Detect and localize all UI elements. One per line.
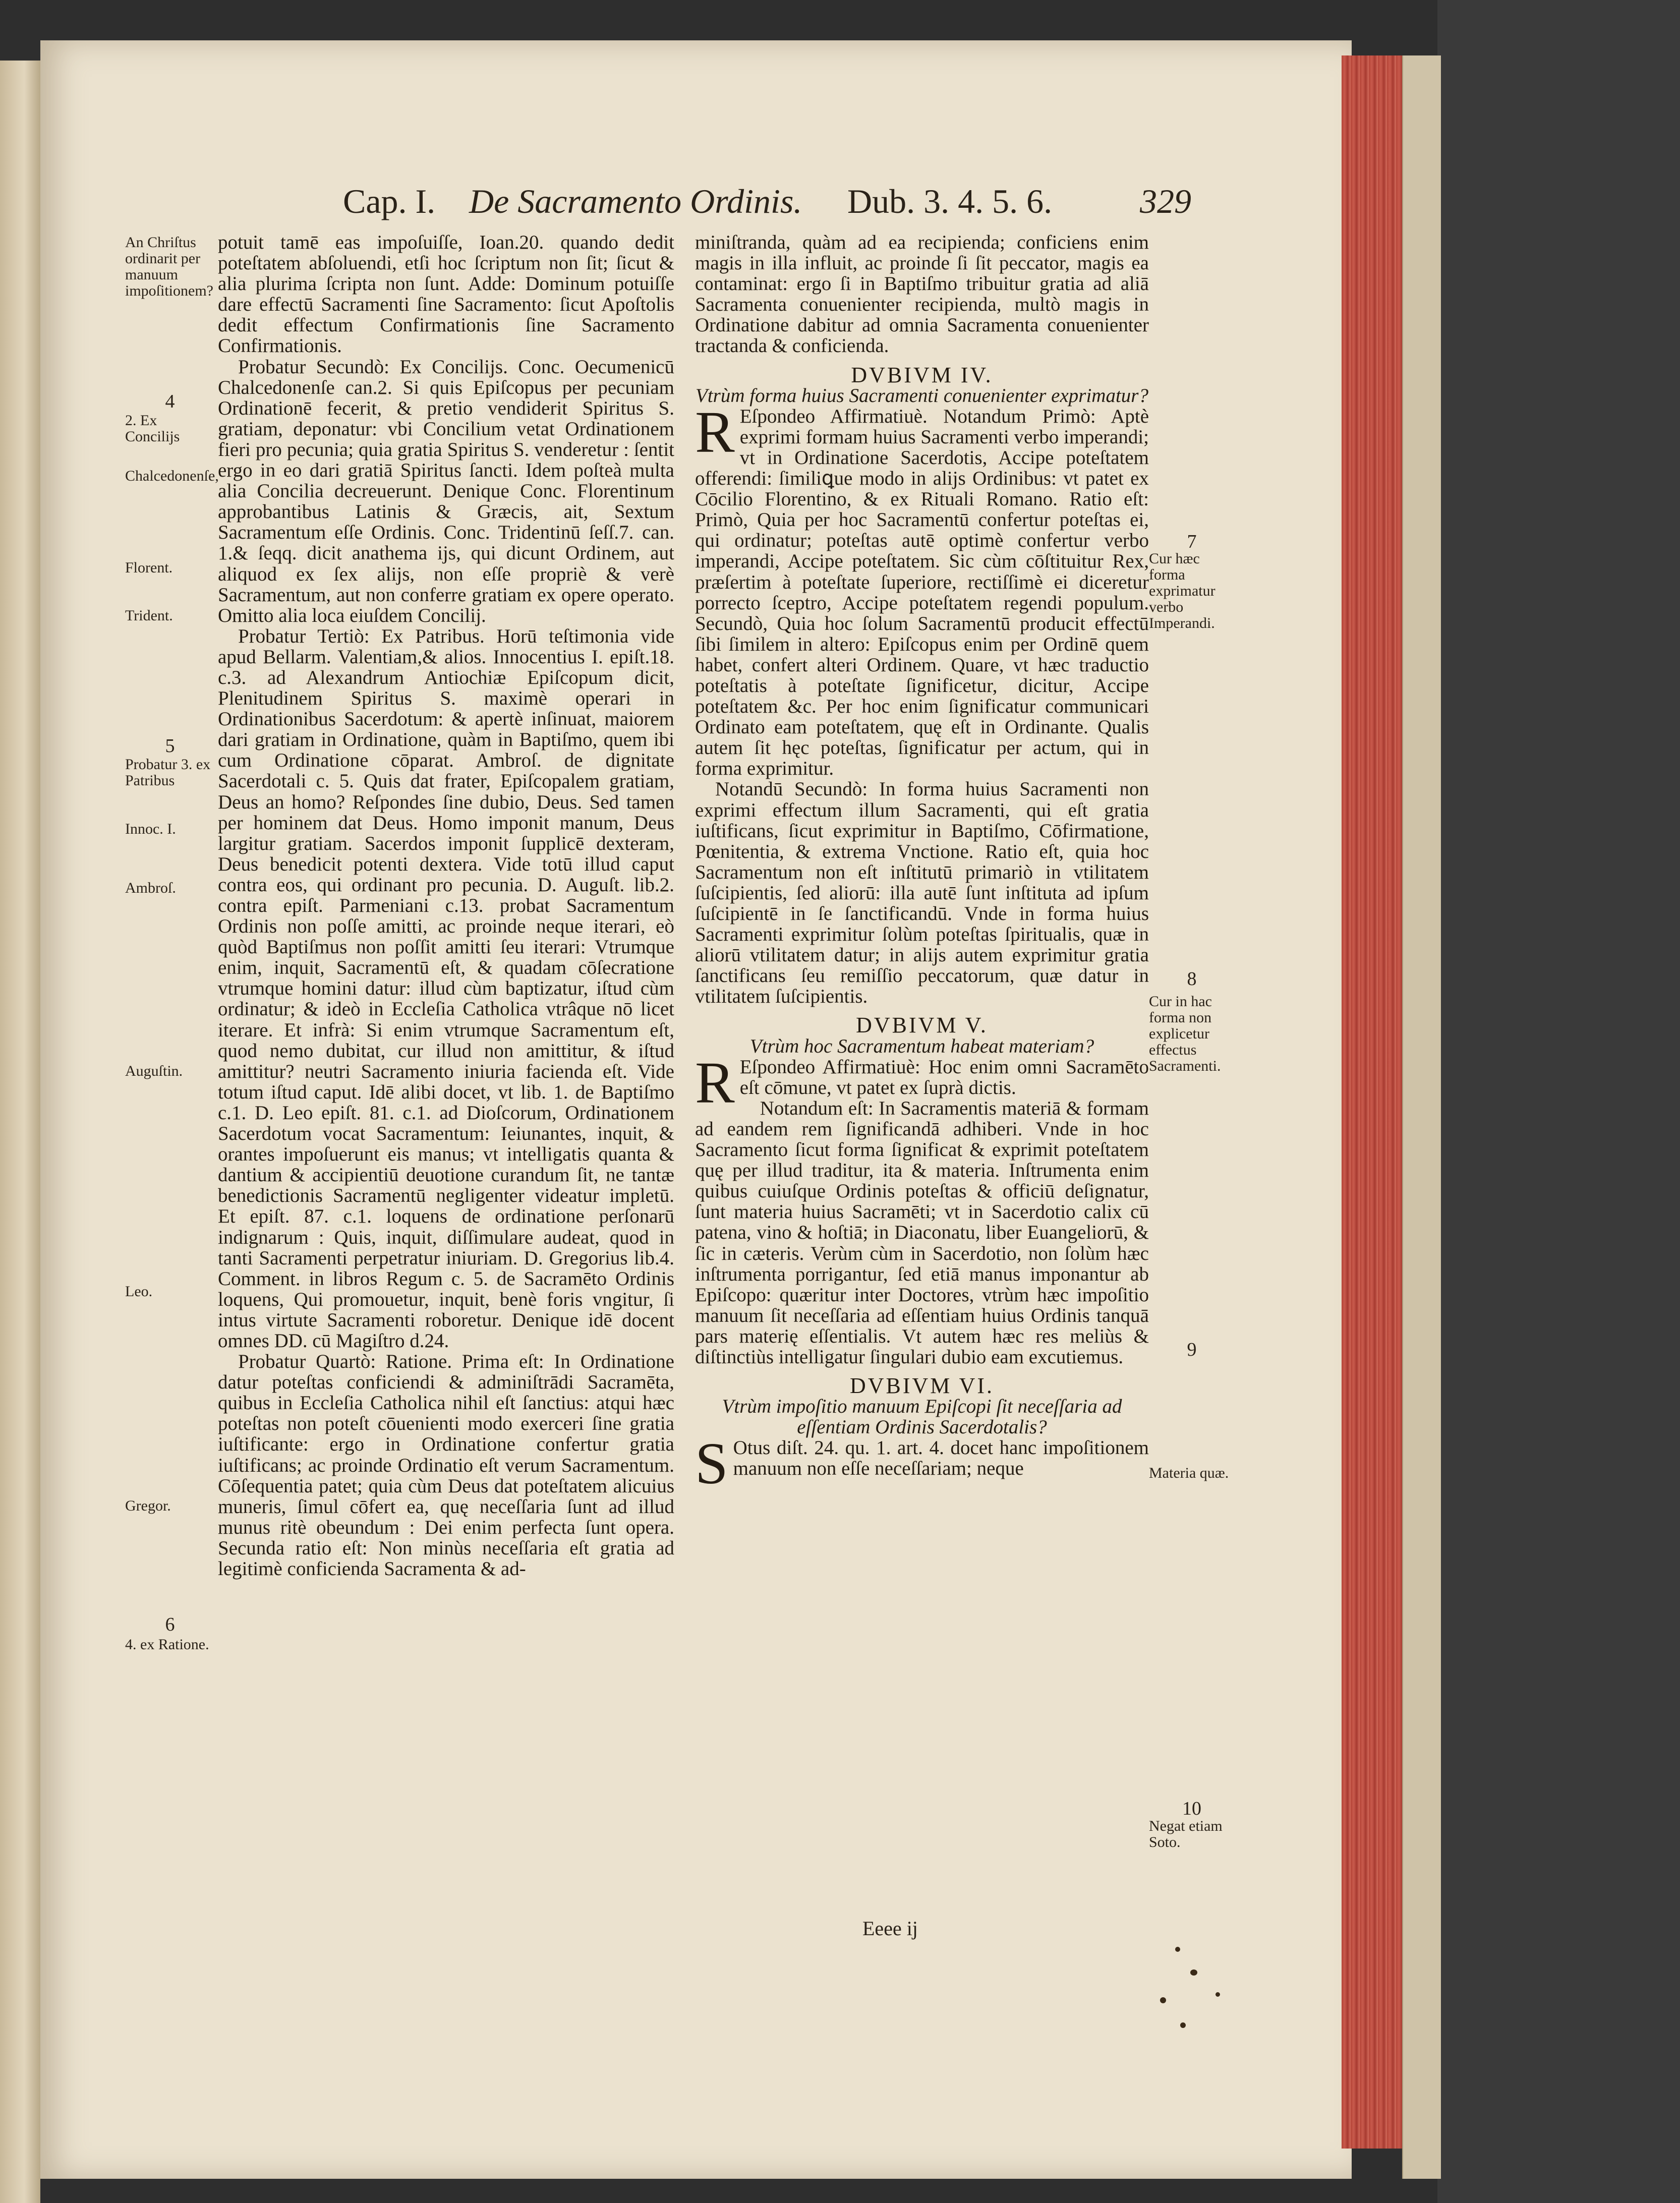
drop-cap: S: [695, 1430, 728, 1497]
book-board: [1402, 55, 1441, 2179]
section-question: Vtrùm hoc Sacramentum habeat materiam?: [749, 1035, 1094, 1057]
left-text-column: [218, 232, 674, 1876]
facing-page-edge: [0, 61, 40, 2203]
margin-note: Ambroſ.: [125, 880, 176, 896]
header-chapter: Cap. I.: [343, 182, 436, 220]
section-question: Vtrùm impoſitio manuum Epiſcopi ſit neceſſaria ad eſſentiam Ordinis Sacerdotalis?: [722, 1396, 1122, 1438]
paragraph: Probatur Tertiò: Ex Patribus. Horū teſtimonia vide apud Bellarm. Valentiam,& alios. Innocentius I. epiſt.18. c.3. ad Alexandrum Antiochiæ Epiſcopum dicit, Plenitudinem Spiritus S. maximè operari in Ordinationibus Sacerdotum: & apertè inſinuat, maiorem dari gratiam in Ordinatione, quàm in Baptiſmo, quem ibi cum Ordinatione cōparat. Ambroſ. de dignitate Sacerdotali c. 5. Quis dat frater, Epiſcopalem gratiam, Deus an homo? Reſpondes ſine dubio, Deus. Sed tamen per hominem dat Deus. Homo imponit manum, Deus largitur gratiam. Sacerdos imponit ſupplicē dexteram, Deus benedicit potenti dextera. Vide totū illud caput contra eos, qui ordinant pro pecunia. D. Auguſt. lib.2. contra epiſt. Parmeniani c.13. probat Sacramentum Ordinis non poſſe amitti, ac proinde neque iterari, eò quòd Baptiſmus non poſſit amitti ſeu iterari: Vtrumque enim, inquit, Sacramentū eſt, & quadam cōſecratione vtrumque homini datur: illud cùm baptizatur, iſtud cùm ordinatur; & ideò in Eccleſia Catholica vtrâque nō licet iterare. Et infrà: Si enim vtrumque Sacramentum eſt, quod nemo dubitat, cur illud non amittitur, & iſtud amittitur? neutri Sacramento iniuria facienda eſt. Vide totum iſtud caput. Idē alibi docet, vt lib. 1. de Baptiſmo c.1. D. Leo epiſt. 81. c.1. ad Dioſcorum, Ordinationem Sacerdotum vocat Sacramentum: Ieiunantes, inquit, & orantes impoſuerunt eis manus; vt intelligatis quanta & dantium & accipientiū deuotione curandum ſit, ne tantæ benedictionis Sacramentū negligenter videatur impletū. Et epiſt. 87. c.1. loquens de ordinatione perſonarū indignarum : Quis, inquit, diſſimulare audeat, quod in tanti Sacramenti perpetratur iniuriam. D. Gregorius lib.4. Comment. in libros Regum c. 5. de Sacramēto Ordinis loquens, Qui promouetur, inquit, benè foris vngitur, ſi intus virtute Sacramenti roboretur. Denique idē docent omnes DD. cū Magiſtro d.24.: [218, 625, 674, 1352]
margin-number: 10: [1182, 1798, 1201, 1819]
paragraph: Probatur Quartò: Ratione. Prima eſt: In Ordinatione datur poteſtas conficiendi & adminiſtrādi Sacramēta, quibus in Eccleſia Catholica nihil eſt ſanctius: atqui hæc poteſtas non poteſt cōuenienti modo exerceri ſine gratia iuſtificante: ergo in Ordinatione confertur gratia iuſtificans; ac proinde Ordinatio eſt verum Sacramentum. Cōſequentia patet; quia cùm Deus dat poteſtatem alicuius muneris, ſimul cōfert ea, quę neceſſaria ſunt ad illud munus ritè obeundum : Dei enim perfecta ſunt opera. Secunda ratio eſt: Non minùs neceſſaria eſt gratia ad legitimè conficienda Sacramenta & ad-: [218, 1351, 674, 1580]
ink-spot: [1215, 1992, 1220, 1997]
page-number: 329: [1140, 182, 1191, 220]
signature-mark: Eeee ij: [862, 1917, 918, 1940]
margin-note: Materia quæ.: [1149, 1465, 1229, 1481]
margin-note: Trident.: [125, 607, 173, 624]
section-title: DVBIVM IV.: [851, 362, 993, 387]
margin-note: Cur in hac forma non explicetur effectus Sacramenti.: [1149, 993, 1221, 1074]
margin-number: 7: [1187, 531, 1197, 552]
margin-number: 4: [165, 391, 175, 412]
paragraph: miniſtranda, quàm ad ea recipienda; conficiens enim magis in illa influit, ac proinde ſi ſit peccator, magis ea contaminat: ergo ſi in Baptiſmo tribuitur gratia ad aliā Sacramenta conuenienter recipienda, multò magis in Ordinatione dabitur ad omnia Sacramenta conuenienter tractanda & conficienda.: [695, 232, 1149, 357]
paragraph-text: Otus diſt. 24. qu. 1. art. 4. docet hanc impoſitionem manuum non eſſe neceſſariam; neque: [733, 1437, 1149, 1480]
ink-spot: [1175, 1947, 1180, 1952]
paragraph: [695, 1430, 1149, 1497]
margin-note: Cur hæc forma exprimatur verbo Imperandi.: [1149, 550, 1215, 631]
ink-spot: [1190, 1969, 1197, 1976]
paragraph: Probatur Secundò: Ex Concilijs. Conc. Oecumenicū Chalcedonenſe can.2. Si quis Epiſcopus per pecuniam Ordinationē fecerit, & pretio vendiderit Spiritus S. gratiam, deponatur: vbi Concilium vetat Ordinationem fieri pro pecunia; quia gratia Spiritus S. venderetur : ſentit ergo in eo dari gratiā Spiritus ſancti. Idem poſteà multa alia Concilia decreuerunt. Denique Conc. Florentinum approbantibus Latinis & Græcis, ait, Sextum Sacramentum eſſe Ordinis. Conc. Tridentinū ſeſſ.7. can. 1.& ſeqq. dicit anathema ijs, qui dicunt Ordinem, aut aliquod ex ſex alijs, non eſſe propriè & verè Sacramentum, aut non conferre gratiam ex opere operato. Omitto alia loca eiuſdem Concilij.: [218, 356, 674, 626]
section-question: Vtrùm forma huius Sacramenti conuenienter exprimatur?: [696, 384, 1148, 407]
paragraph: [695, 1049, 1149, 1116]
red-page-edges: [1342, 55, 1402, 2149]
drop-cap: R: [695, 1049, 735, 1116]
section-title: DVBIVM V.: [856, 1013, 988, 1038]
section-title: DVBIVM VI.: [849, 1373, 995, 1399]
paragraph: Notandū Secundò: In forma huius Sacramenti non exprimi effectum illum Sacramenti, qui eſt gratia iuſtificans, ſicut exprimitur in Baptiſmo, Cōfirmatione, Pœnitentia, & extrema Vnctione. Ratio eſt, quia hoc Sacramentum non eſt inſtitutū primariò in vtilitatem ſuſcipientis, ſed aliorū: illa autē ſunt inſtituta ad ipſum ſuſcipientē in ſe ſanctificandū. Vnde in forma huius Sacramenti exprimitur ſolùm poteſtas ſpiritualis, quæ in aliorū vtilitatem datur; in alijs autem exprimitur gratia ſanctificans ſeu remiſſio peccatorum, quæ datur in vtilitatem ſuſcipientis.: [695, 778, 1149, 1008]
margin-note: 4. ex Ratione.: [125, 1636, 209, 1653]
margin-note: Florent.: [125, 559, 173, 576]
margin-note: Innoc. I.: [125, 821, 176, 837]
ink-spot: [1180, 2022, 1186, 2028]
drop-cap: R: [695, 398, 735, 465]
margin-note: Chalcedonenſe,: [125, 468, 219, 484]
margin-number: 8: [1187, 968, 1197, 990]
paragraph: potuit tamē eas impoſuiſſe, Ioan.20. quando dedit poteſtatem abſoluendi, etſi hoc ſcriptum non ſit; ſicut & alia plurima ſcripta non ſunt. Adde: Dominum potuiſſe dare effectū Sacramenti ſine Sacramento: ſicut Apoſtolis dedit effectum Confirmationis ſine Sacramento Confirmationis.: [218, 232, 674, 357]
margin-number: 9: [1187, 1339, 1197, 1360]
margin-note: Gregor.: [125, 1497, 171, 1514]
header-dubia: Dub. 3. 4. 5. 6.: [847, 182, 1053, 220]
paragraph: Notandum eſt: In Sacramentis materiā & formam ad eandem rem ſignificandā adhiberi. Vnde in hoc Sacramento ſicut forma ſignificat & exprimit poteſtatem quę per illud traditur, ita & materia. Inſtrumenta enim quibus cuiuſque Ordinis poteſtas & officiū deſignatur, ſunt materia huius Sacramēti; vt in Sacerdotio calix cū patena, vino & hoſtiā; in Diaconatu, liber Euangeliorū, & ſic in cæteris. Verùm cùm in Sacerdotio, non ſolùm hæc inſtrumenta porrigantur, ſed etiā manus imponantur ab Epiſcopo: quæritur inter Doctores, vtrùm hæc impoſitio manuum ſit neceſſaria ad eſſentiam huius Ordinis tanquā pars materię eſſentialis. Vt autem hæc res meliùs & diſtinctiùs intelligatur ſingulari dubio eam excutiemus.: [695, 1097, 1149, 1368]
right-text-column: [695, 232, 1149, 1917]
header-subject: De Sacramento Ordinis.: [469, 182, 802, 220]
running-header: [343, 182, 1191, 237]
paragraph: [695, 398, 1149, 780]
margin-note: Probatur 3. ex Patribus: [125, 756, 211, 789]
ink-spot: [1160, 1997, 1166, 2003]
margin-note: Leo.: [125, 1283, 153, 1300]
margin-number: 6: [165, 1614, 175, 1635]
margin-note: An Chriſtus ordinarit per manuum impoſitionem?: [125, 234, 213, 299]
paragraph-text: Eſpondeo Affirmatiuè. Notandum Primò: Aptè exprimi formam huius Sacramenti verbo imperandi; vt in Ordinatione Sacerdotis, Accipe poteſtatem offerendi: ſimiliꝗue modo in alijs Ordinibus: vt patet ex Cōcilio Florentino, & ex Rituali Romano. Ratio eſt: Primò, Quia per hoc Sacramentū confertur poteſtas ei, qui ordinatur; poteſtas autē optimè confertur verbo imperandi, Accipe poteſtatem. Sic cùm cōſtituitur Rex, præſertim à poteſtate ſuperiore, rectiſſimè ei diceretur porrecto ſceptro, Accipe poteſtatem regendi populum. Secundò, Quia hoc ſolum Sacramentū producit effectū ſibi ſimilem in altero: Epiſcopus enim per Ordinē quem habet, confert alteri Ordinem. Quare, vt hæc traductio poteſtatis à poteſtate ſignificetur, dicitur, Accipe poteſtatem &c. Per hoc enim ſignificatur communicari Ordinato eam poteſtatem, quę eſt in Ordinante. Qualis autem ſit hęc poteſtas, ſignificatur per actum, qui in forma exprimitur.: [695, 405, 1149, 780]
margin-note: Negat etiam Soto.: [1149, 1818, 1223, 1850]
paragraph-text: Eſpondeo Affirmatiuè: Hoc enim omni Sacramēto eſt cōmune, vt patet ex ſuprà dictis.: [739, 1056, 1149, 1098]
margin-note: 2. Ex Concilijs: [125, 412, 180, 445]
margin-note: Auguſtin.: [125, 1063, 183, 1079]
margin-number: 5: [165, 735, 175, 757]
